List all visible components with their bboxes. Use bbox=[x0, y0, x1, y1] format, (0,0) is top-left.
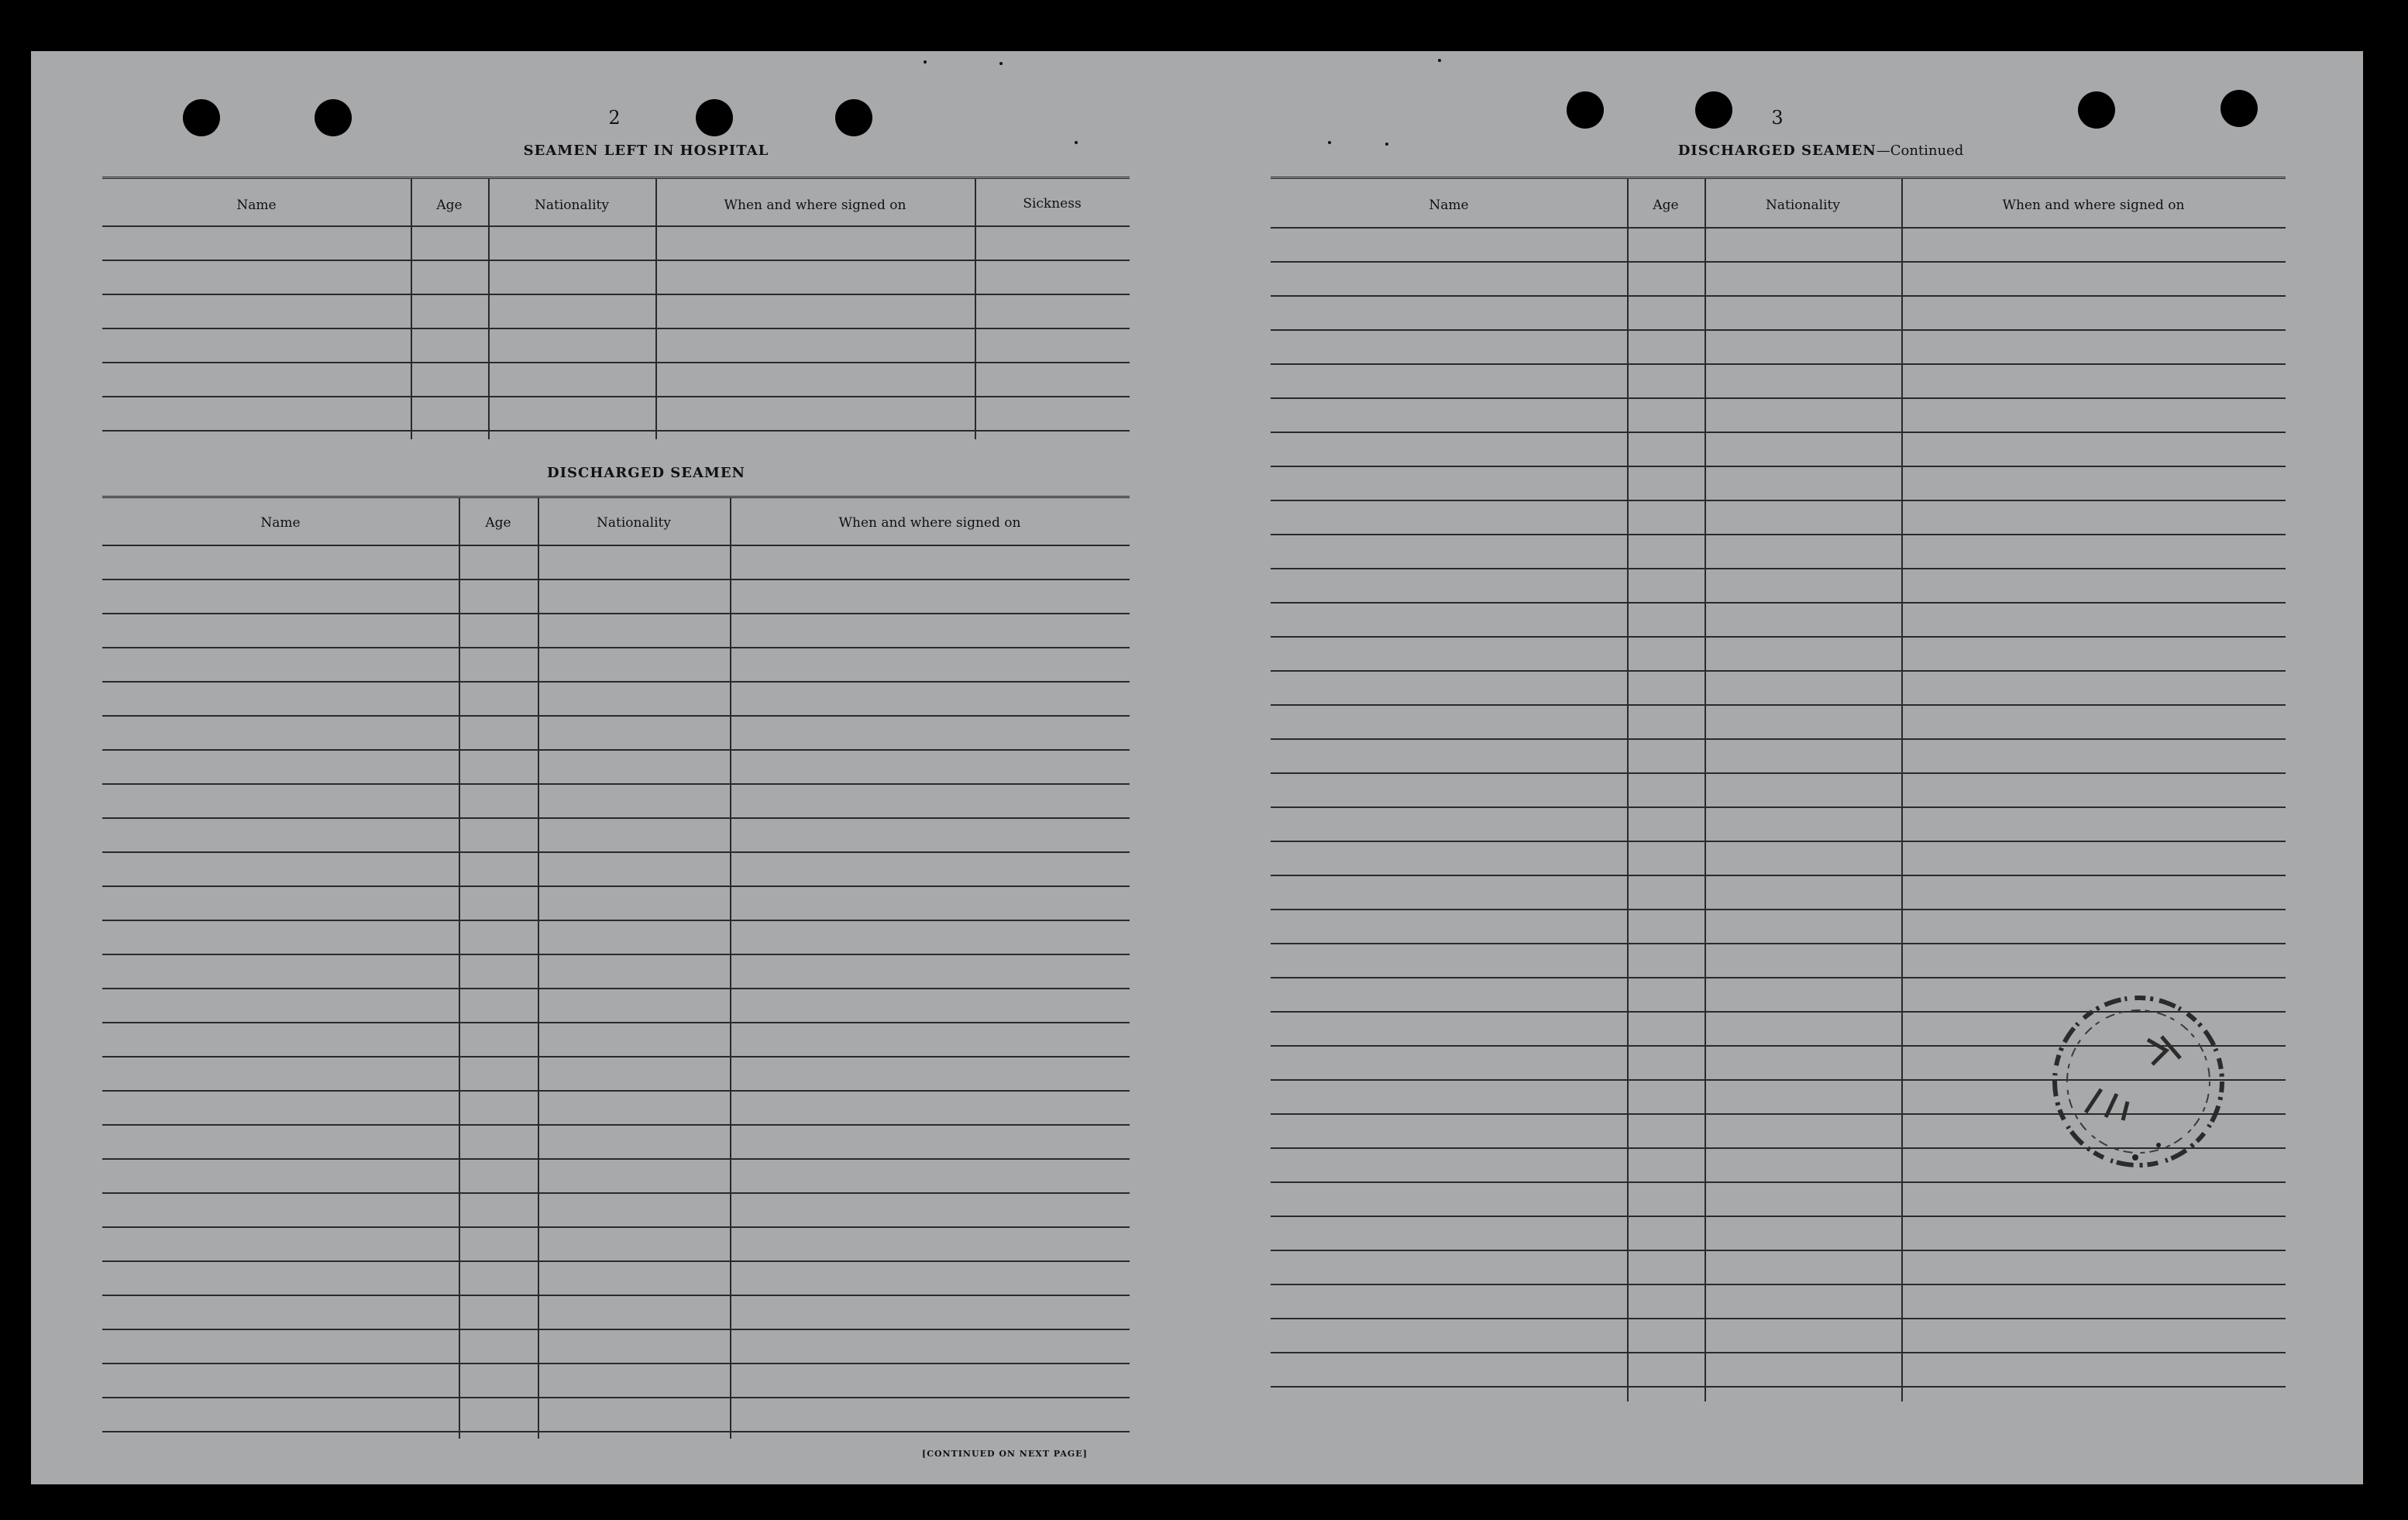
row-rule bbox=[1271, 738, 2286, 740]
continued-note: [CONTINUED ON NEXT PAGE] bbox=[922, 1449, 1088, 1459]
page-number: 2 bbox=[608, 107, 621, 129]
column-rule bbox=[459, 498, 460, 1439]
row-rule bbox=[102, 260, 1130, 261]
row-rule bbox=[102, 1192, 1130, 1194]
discharged-continued-table bbox=[1271, 177, 2286, 1401]
column-header-sickness: Sickness bbox=[1023, 196, 1082, 211]
row-rule bbox=[102, 1329, 1130, 1330]
discharged-title-main: DISCHARGED SEAMEN bbox=[1677, 143, 1877, 159]
row-rule bbox=[102, 328, 1130, 329]
row-rule bbox=[1271, 261, 2286, 263]
row-rule bbox=[1271, 841, 2286, 842]
column-rule bbox=[488, 179, 490, 439]
column-header-signed-on: When and where signed on bbox=[724, 198, 906, 213]
column-header-age: Age bbox=[1653, 198, 1679, 213]
row-rule bbox=[102, 362, 1130, 363]
ink-speck bbox=[1438, 59, 1441, 62]
ink-speck bbox=[1385, 143, 1388, 146]
row-rule bbox=[102, 1226, 1130, 1228]
row-rule bbox=[1271, 227, 2286, 229]
discharged-table bbox=[102, 496, 1130, 1439]
column-header-nationality: Nationality bbox=[535, 198, 609, 213]
row-rule bbox=[102, 294, 1130, 295]
column-rule bbox=[730, 498, 731, 1439]
row-rule bbox=[102, 749, 1130, 751]
row-rule bbox=[102, 681, 1130, 683]
column-header-nationality: Nationality bbox=[597, 515, 671, 531]
row-rule bbox=[1271, 1284, 2286, 1285]
row-rule bbox=[102, 783, 1130, 785]
row-rule bbox=[1271, 329, 2286, 331]
punch-hole bbox=[1567, 91, 1604, 129]
column-header-signed-on: When and where signed on bbox=[2002, 198, 2185, 213]
row-rule bbox=[1271, 1250, 2286, 1251]
ink-stamp bbox=[2014, 965, 2247, 1198]
column-header-nationality: Nationality bbox=[1766, 198, 1840, 213]
row-rule bbox=[102, 988, 1130, 989]
row-rule bbox=[1271, 670, 2286, 672]
row-rule bbox=[102, 954, 1130, 955]
row-rule bbox=[102, 817, 1130, 819]
column-header-age: Age bbox=[436, 198, 463, 213]
punch-hole bbox=[2221, 90, 2258, 127]
ink-speck bbox=[999, 62, 1003, 65]
right-page bbox=[1193, 51, 2363, 1484]
hospital-section-title: SEAMEN LEFT IN HOSPITAL bbox=[523, 143, 769, 159]
ink-speck bbox=[924, 60, 927, 64]
row-rule bbox=[1271, 1318, 2286, 1319]
row-rule bbox=[102, 1431, 1130, 1432]
column-rule bbox=[975, 179, 976, 439]
row-rule bbox=[102, 1090, 1130, 1092]
row-rule bbox=[1271, 909, 2286, 910]
punch-hole bbox=[696, 99, 733, 136]
row-rule bbox=[102, 1158, 1130, 1160]
row-rule bbox=[102, 225, 1130, 227]
row-rule bbox=[102, 430, 1130, 432]
row-rule bbox=[1271, 432, 2286, 433]
row-rule bbox=[1271, 875, 2286, 876]
page-number: 3 bbox=[1771, 107, 1784, 129]
row-rule bbox=[1271, 363, 2286, 365]
row-rule bbox=[102, 613, 1130, 614]
ink-speck bbox=[1075, 141, 1078, 144]
row-rule bbox=[102, 1260, 1130, 1262]
left-page bbox=[31, 51, 1209, 1484]
row-rule bbox=[1271, 466, 2286, 467]
row-rule bbox=[1271, 704, 2286, 706]
row-rule bbox=[102, 647, 1130, 648]
row-rule bbox=[1271, 295, 2286, 297]
row-rule bbox=[102, 1295, 1130, 1296]
column-header-age: Age bbox=[485, 515, 511, 531]
punch-hole bbox=[835, 99, 872, 136]
row-rule bbox=[1271, 806, 2286, 808]
column-header-name: Name bbox=[236, 198, 277, 213]
row-rule bbox=[102, 886, 1130, 887]
row-rule bbox=[102, 715, 1130, 717]
row-rule bbox=[102, 920, 1130, 921]
column-rule bbox=[538, 498, 539, 1439]
row-rule bbox=[102, 851, 1130, 853]
row-rule bbox=[1271, 534, 2286, 535]
punch-hole bbox=[2078, 91, 2115, 129]
punch-hole bbox=[183, 99, 220, 136]
column-rule bbox=[1627, 179, 1629, 1401]
punch-hole bbox=[315, 99, 352, 136]
row-rule bbox=[102, 1363, 1130, 1364]
row-rule bbox=[1271, 500, 2286, 501]
row-rule bbox=[1271, 1216, 2286, 1217]
row-rule bbox=[102, 1397, 1130, 1398]
row-rule bbox=[1271, 568, 2286, 569]
column-rule bbox=[411, 179, 412, 439]
column-rule bbox=[655, 179, 657, 439]
column-header-name: Name bbox=[1429, 198, 1469, 213]
row-rule bbox=[1271, 1352, 2286, 1353]
column-header-signed-on: When and where signed on bbox=[838, 515, 1021, 531]
row-rule bbox=[102, 1022, 1130, 1023]
row-rule bbox=[1271, 1386, 2286, 1388]
row-rule bbox=[1271, 397, 2286, 399]
discharged-continued-title bbox=[1526, 143, 2115, 159]
row-rule bbox=[1271, 943, 2286, 944]
row-rule bbox=[1271, 772, 2286, 774]
column-rule bbox=[1901, 179, 1903, 1401]
column-rule bbox=[1705, 179, 1706, 1401]
row-rule bbox=[102, 1124, 1130, 1126]
column-header-name: Name bbox=[260, 515, 301, 531]
row-rule bbox=[1271, 636, 2286, 638]
row-rule bbox=[102, 396, 1130, 397]
hospital-table bbox=[102, 177, 1130, 439]
row-rule bbox=[102, 1056, 1130, 1057]
punch-hole bbox=[1695, 91, 1732, 129]
row-rule bbox=[102, 579, 1130, 580]
row-rule bbox=[1271, 602, 2286, 604]
ink-speck bbox=[1328, 141, 1331, 144]
discharged-section-title: DISCHARGED SEAMEN bbox=[546, 465, 746, 481]
discharged-title-suffix: —Continued bbox=[1876, 143, 1964, 159]
row-rule bbox=[102, 545, 1130, 546]
